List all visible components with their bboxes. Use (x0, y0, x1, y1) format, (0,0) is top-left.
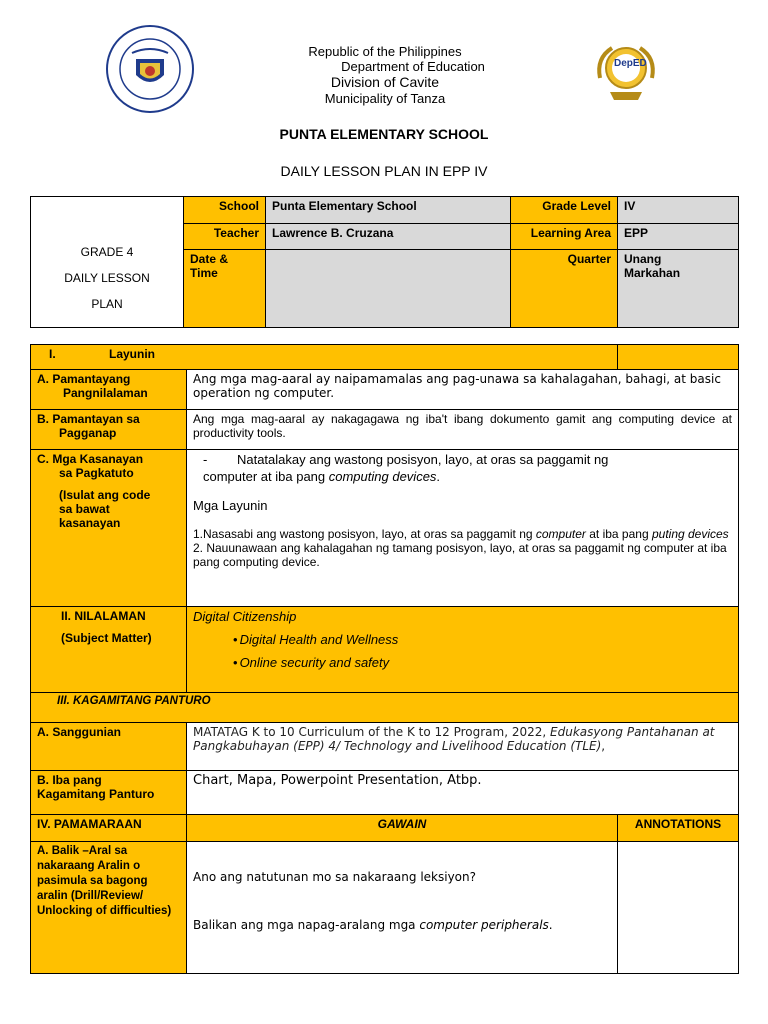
c-dash: - (203, 452, 208, 467)
obj1d: puting devices (651, 527, 729, 541)
c-text-2c: . (436, 469, 441, 484)
grade-line-3: PLAN (91, 297, 123, 311)
layunin-title: Layunin (109, 347, 156, 361)
school-label: School (184, 197, 266, 224)
header-municipality: Municipality of Tanza (324, 91, 446, 106)
teacher-value: Lawrence B. Cruzana (266, 224, 511, 250)
iii-header: III. KAGAMITANG PANTURO (31, 693, 739, 723)
obj1a: 1.Nasasabi ang wastong posisyon, layo, at oras sa paggamit ng (193, 527, 536, 541)
quarter-value-1: Unang (624, 252, 662, 266)
info-table (30, 196, 739, 328)
c-label-5: kasanayan (59, 516, 121, 530)
grade-line-1: GRADE 4 (80, 245, 134, 259)
b-text: Ang mga mag-aaral ay nakagagawa ng iba't ibang dokumento gamit ang computing device at productivity tools. (187, 410, 739, 450)
layunin-annotation (618, 345, 739, 370)
c-label-1: C. Mga Kasanayan (37, 452, 144, 466)
header-division: Division of Cavite (330, 74, 440, 90)
balik-t1: Balikan ang mga napag-aralang mga (193, 918, 420, 932)
b2-label-1: B. Iba pang (37, 773, 102, 787)
teacher-label: Teacher (184, 224, 266, 250)
quarter-value (618, 250, 739, 328)
header-republic: Republic of the Philippines (308, 44, 462, 59)
a2-text-2: Edukasyong Pantahanan at Pangkabuhayan (EPP) 4/ Technology and Livelihood Education (TLE) (193, 725, 715, 753)
date-time-label (184, 250, 266, 328)
ii-title: Digital Citizenship (193, 609, 297, 624)
learning-area-label: Learning Area (511, 224, 618, 250)
layunin-num: I. (49, 347, 56, 361)
obj1c: at iba pang (585, 527, 652, 541)
date-label: Date & (190, 252, 229, 266)
quarter-value-2: Markahan (624, 266, 681, 280)
obj1b: computer (535, 527, 586, 541)
ii-item-1: • Digital Health and Wellness (233, 632, 732, 647)
gawain-header: GAWAIN (187, 815, 618, 842)
b2-text: Chart, Mapa, Powerpoint Presentation, Atbp. (187, 771, 739, 815)
grade-level-value: IV (618, 197, 739, 224)
ii-label-1: II. NILALAMAN (61, 609, 146, 623)
obj2: 2. Nauunawaan ang kahalagahan ng tamang posisyon, layo, at oras sa paggamit ng computer at iba pang computing device. (193, 541, 727, 569)
ii-label (31, 607, 187, 693)
a-label (31, 370, 187, 410)
plan-title: DAILY LESSON PLAN IN EPP IV (280, 163, 488, 179)
c-label-3: (Isulat ang code (59, 488, 151, 502)
c-content (187, 450, 739, 607)
a-label-1: A. Pamantayang (37, 372, 131, 386)
school-title: PUNTA ELEMENTARY SCHOOL (279, 126, 489, 142)
balik-content (187, 842, 618, 974)
ii-content (187, 607, 739, 693)
b2-label-2: Kagamitang Panturo (37, 787, 155, 801)
time-label: Time (190, 266, 218, 280)
balik-annotation (618, 842, 739, 974)
lesson-table (30, 344, 739, 974)
a2-label: A. Sanggunian (31, 723, 187, 771)
a2-text-1: MATATAG K to 10 Curriculum of the K to 12 Program, 2022, (193, 725, 551, 739)
date-time-value (266, 250, 511, 328)
ii-label-2: (Subject Matter) (61, 631, 152, 645)
c-label-4: sa bawat (59, 502, 110, 516)
header-department: Department of Education (341, 59, 485, 74)
b-label-1: B. Pamantayan sa (37, 412, 140, 426)
balik-t3: . (548, 918, 553, 932)
a-text: Ang mga mag-aaral ay naipamamalas ang pag-unawa sa kahalagahan, bahagi, at basic operation ng computer. (187, 370, 739, 410)
annotations-header: ANNOTATIONS (618, 815, 739, 842)
ii-item-2: • Online security and safety (233, 655, 732, 670)
b-label (31, 410, 187, 450)
iv-header: IV. PAMAMARAAN (31, 815, 187, 842)
balik-label: A. Balik –Aral sa nakaraang Aralin o pasimula sa bagong aralin (Drill/Review/ Unlocking of difficulties) (31, 842, 187, 974)
quarter-label: Quarter (511, 250, 618, 328)
grade-cell (31, 197, 184, 328)
balik-question: Ano ang natutunan mo sa nakaraang leksiyon? (193, 870, 476, 884)
grade-line-2: DAILY LESSON (64, 271, 150, 285)
mga-layunin: Mga Layunin (193, 498, 268, 513)
b2-label (31, 771, 187, 815)
balik-t2: computer peripherals (419, 918, 549, 932)
b-label-2: Pagganap (59, 426, 117, 440)
deped-tanza-seal-logo (592, 38, 660, 104)
deped-seal-logo (106, 25, 194, 113)
c-text-2b: computing devices (328, 469, 437, 484)
learning-area-value: EPP (618, 224, 739, 250)
c-label (31, 450, 187, 607)
school-value: Punta Elementary School (266, 197, 511, 224)
a2-text-3: , (601, 739, 606, 753)
c-text-1: Natatalakay ang wastong posisyon, layo, at oras sa paggamit ng (236, 452, 609, 467)
deped-logo-text: DepED (614, 58, 647, 69)
c-label-2: sa Pagkatuto (59, 466, 134, 480)
grade-level-label: Grade Level (511, 197, 618, 224)
layunin-header (31, 345, 618, 370)
a2-content (187, 723, 739, 771)
a-label-2: Pangnilalaman (63, 386, 148, 400)
c-text-2a: computer at iba pang (203, 469, 329, 484)
